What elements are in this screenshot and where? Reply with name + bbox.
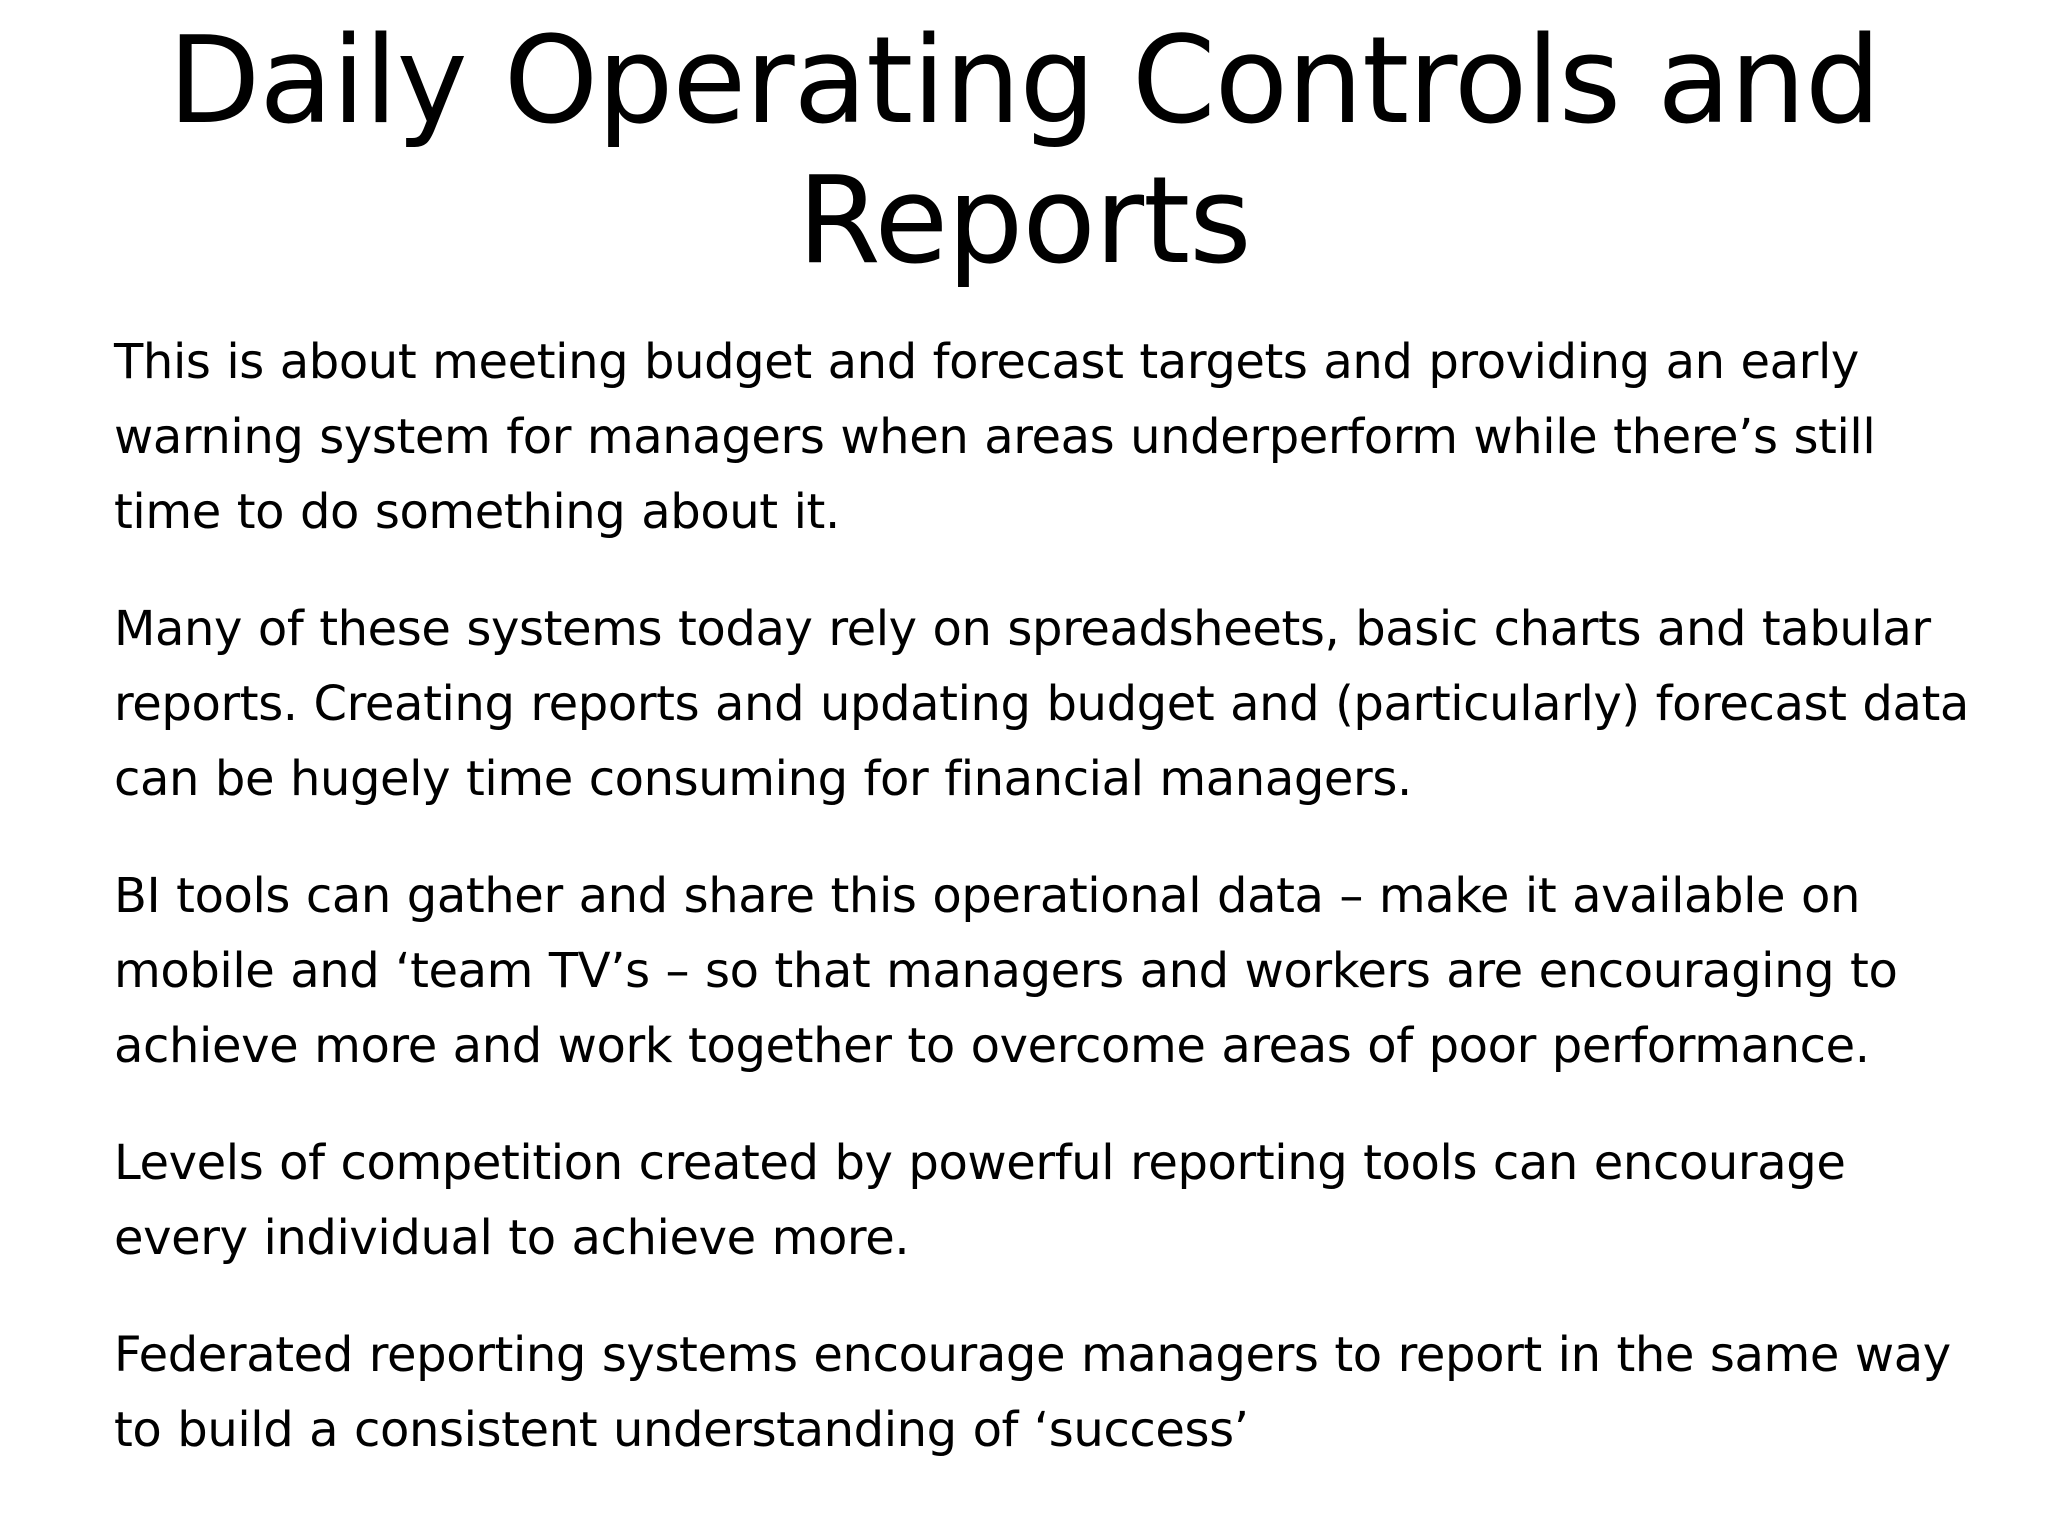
slide-title: Daily Operating Controls and Reports <box>167 12 1881 291</box>
paragraph-budget-forecast: This is about meeting budget and forecast targets and providing an early warning system for managers when areas underperform while there’s still time to do something about it. <box>114 334 1876 540</box>
paragraph-spreadsheets: Many of these systems today rely on spreadsheets, basic charts and tabular reports. Creating reports and updating budget and (particularly) forecast data can be hugely time consuming for financial managers. <box>114 601 1969 807</box>
paragraph-federated-reporting: Federated reporting systems encourage managers to report in the same way to build a consistent understanding of ‘success’ <box>114 1327 1951 1458</box>
paragraph-bi-tools: BI tools can gather and share this operational data – make it available on mobile and ‘team TV’s – so that managers and workers are encouraging to achieve more and work together to overcome areas of poor performance. <box>114 868 1898 1074</box>
slide-body <box>114 325 1994 1510</box>
paragraph-competition: Levels of competition created by powerful reporting tools can encourage every individual to achieve more. <box>114 1135 1846 1266</box>
